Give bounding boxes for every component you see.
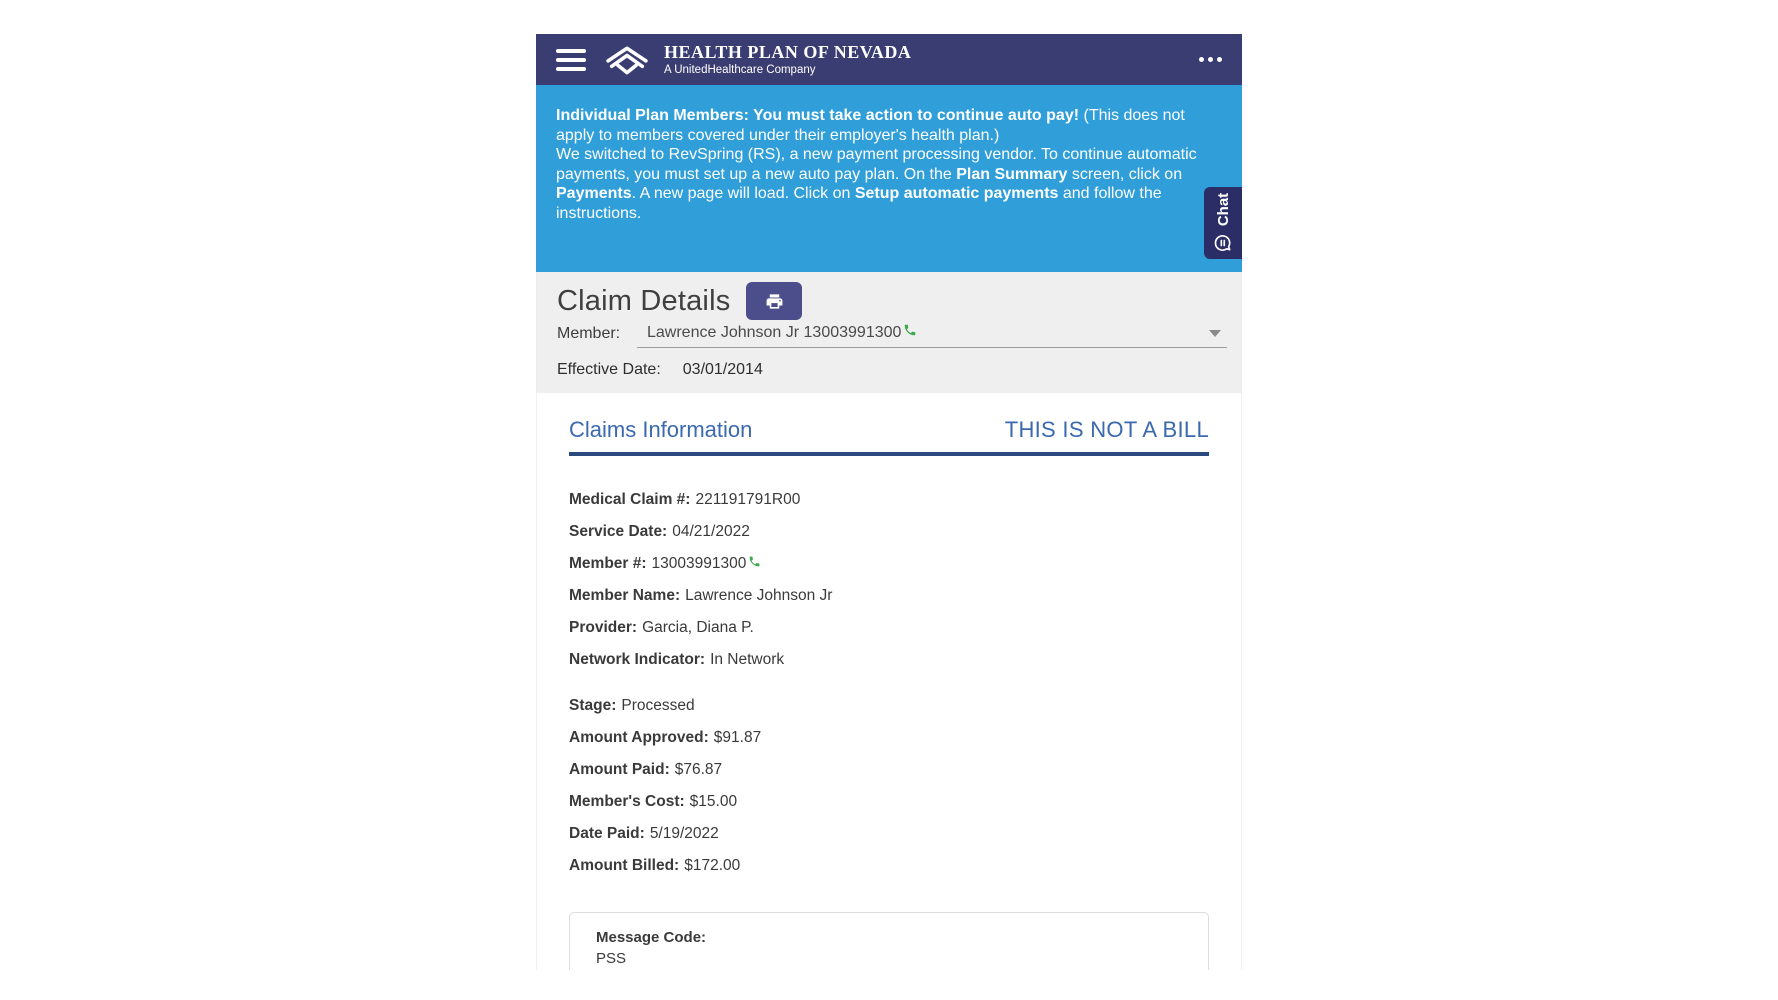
field-value: $172.00 — [684, 857, 741, 874]
notice-paragraph-2 — [556, 145, 1216, 223]
notice-text: We switched to RevSpring (RS), a new payment processing vendor. To continue automatic payments, you must set up a new auto pay plan. On the — [556, 146, 1197, 183]
field-row-date-paid — [569, 824, 1209, 844]
claim-fields — [569, 490, 1209, 876]
chat-tab-label: Chat — [1214, 192, 1232, 227]
effective-date-label: Effective Date: — [557, 361, 661, 378]
field-label: Member Name: — [569, 587, 681, 604]
field-value: 13003991300 — [651, 555, 747, 572]
field-label: Amount Paid: — [569, 761, 670, 778]
notice-bold-setup: Setup automatic payments — [854, 185, 1059, 202]
notice-bold-plan-summary: Plan Summary — [956, 165, 1068, 183]
phone-icon[interactable] — [748, 555, 761, 568]
field-label: Date Paid: — [569, 825, 645, 842]
claim-details-panel — [536, 272, 1242, 393]
claims-information-card — [536, 393, 1242, 970]
chat-tab[interactable] — [1204, 187, 1242, 259]
field-value: Lawrence Johnson Jr — [685, 587, 833, 604]
message-code-box — [569, 912, 1209, 970]
field-label: Network Indicator: — [569, 651, 706, 668]
field-row-medical-claim — [569, 490, 1209, 510]
field-row-service-date — [569, 522, 1209, 542]
field-label: Amount Billed: — [569, 857, 680, 874]
notice-paragraph-1 — [556, 106, 1216, 145]
notice-bold-payments: Payments — [556, 185, 632, 202]
notice-text: screen, click on — [1067, 165, 1183, 183]
field-label: Member #: — [569, 555, 647, 572]
field-row-provider — [569, 618, 1209, 638]
field-value: Garcia, Diana P. — [642, 619, 754, 636]
field-label: Provider: — [569, 619, 638, 636]
field-label: Stage: — [569, 697, 617, 714]
notice-intro-rest: (This does not apply to members covered under their employer's health plan.) — [556, 107, 1185, 144]
section-divider — [569, 452, 1209, 456]
field-label: Amount Approved: — [569, 729, 709, 746]
app-frame — [536, 34, 1242, 970]
field-value: 221191791R00 — [695, 491, 801, 508]
field-row-member-number — [569, 554, 1209, 574]
field-value: 5/19/2022 — [649, 825, 719, 842]
brand-subtitle: A UnitedHealthcare Company — [664, 63, 816, 76]
brand-logo-icon — [602, 42, 652, 78]
field-value: $91.87 — [713, 729, 762, 746]
brand-title: HEALTH PLAN OF NEVADA — [664, 42, 912, 63]
member-select[interactable] — [637, 324, 1227, 348]
member-select-value: Lawrence Johnson Jr 13003991300 — [647, 324, 902, 341]
notice-text: . A new page will load. Click on — [631, 185, 855, 202]
printer-icon — [765, 292, 784, 311]
print-button[interactable] — [746, 282, 802, 320]
field-value: 04/21/2022 — [672, 523, 750, 540]
field-label: Service Date: — [569, 523, 668, 540]
autopay-notice-banner — [536, 85, 1242, 272]
field-row-amount-approved — [569, 728, 1209, 748]
field-row-network-indicator — [569, 650, 1209, 670]
chevron-down-icon — [1209, 330, 1221, 337]
field-row-stage — [569, 696, 1209, 716]
notice-bold-intro: Individual Plan Members: You must take action to continue auto pay! — [556, 107, 1080, 124]
field-value: In Network — [710, 651, 785, 668]
effective-date-row — [557, 361, 1241, 379]
app-header — [536, 34, 1242, 85]
field-value: $15.00 — [689, 793, 738, 810]
field-label: Medical Claim #: — [569, 491, 691, 508]
field-label: Member's Cost: — [569, 793, 685, 810]
field-row-amount-billed — [569, 856, 1209, 876]
chat-bubble-icon — [1213, 233, 1233, 253]
field-row-member-name — [569, 586, 1209, 606]
ellipsis-icon[interactable] — [1197, 51, 1224, 68]
message-code-value: PSS — [596, 950, 627, 967]
field-row-amount-paid — [569, 760, 1209, 780]
brand-text — [664, 43, 911, 76]
field-value: $76.87 — [674, 761, 723, 778]
field-value: Processed — [621, 697, 695, 714]
phone-icon — [903, 323, 917, 337]
effective-date-value: 03/01/2014 — [682, 361, 763, 378]
field-row-members-cost — [569, 792, 1209, 812]
page-title: Claim Details — [557, 284, 731, 317]
section-title: Claims Information — [569, 417, 753, 442]
member-label: Member: — [557, 325, 621, 342]
notice-text: and follow the instructions. — [556, 185, 1162, 222]
message-code-label: Message Code: — [596, 929, 707, 946]
menu-icon[interactable] — [556, 49, 586, 71]
not-a-bill-label: THIS IS NOT A BILL — [1004, 417, 1209, 442]
